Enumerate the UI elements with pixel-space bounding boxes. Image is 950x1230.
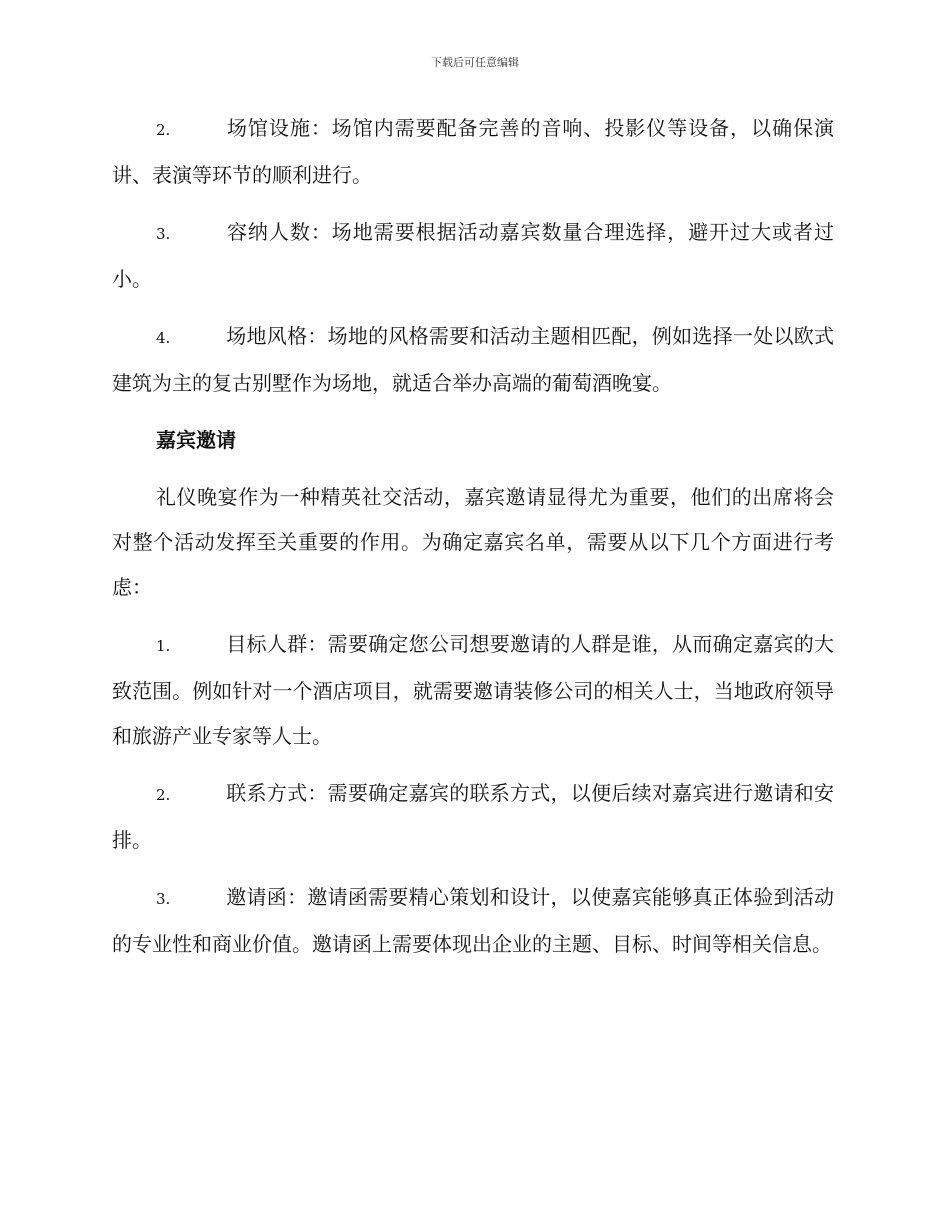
list-number: 4. bbox=[156, 329, 171, 347]
list-item bbox=[112, 622, 834, 759]
list-item bbox=[112, 771, 834, 863]
list-text: 容纳人数：场地需要根据活动嘉宾数量合理选择，避开过大或者过小。 bbox=[112, 220, 834, 291]
list-item bbox=[112, 314, 834, 406]
list-text: 联系方式：需要确定嘉宾的联系方式，以便后续对嘉宾进行邀请和安排。 bbox=[112, 781, 834, 852]
list-number: 2. bbox=[156, 121, 171, 139]
list-text: 目标人群：需要确定您公司想要邀请的人群是谁，从而确定嘉宾的大致范围。例如针对一个酒店项目，就需要邀请装修公司的相关人士，当地政府领导和旅游产业专家等人士。 bbox=[112, 632, 834, 748]
list-text: 邀请函：邀请函需要精心策划和设计，以使嘉宾能够真正体验到活动的专业性和商业价值。邀请函上需要体现出企业的主题、目标、时间等相关信息。 bbox=[112, 885, 834, 956]
list-number: 3. bbox=[156, 890, 171, 908]
list-number: 2. bbox=[156, 786, 171, 804]
list-number: 3. bbox=[156, 225, 171, 243]
list-text: 场馆设施：场馆内需要配备完善的音响、投影仪等设备，以确保演讲、表演等环节的顺利进行。 bbox=[112, 116, 834, 187]
section-intro: 礼仪晚宴作为一种精英社交活动，嘉宾邀请显得尤为重要，他们的出席将会对整个活动发挥至关重要的作用。为确定嘉宾名单，需要从以下几个方面进行考虑： bbox=[112, 485, 834, 599]
list-text: 场地风格：场地的风格需要和活动主题相匹配，例如选择一处以欧式建筑为主的复古别墅作为场地，就适合举办高端的葡萄酒晚宴。 bbox=[112, 324, 834, 395]
list-item bbox=[112, 106, 834, 198]
list-item bbox=[112, 875, 834, 967]
document-body bbox=[112, 106, 834, 979]
list-item bbox=[112, 210, 834, 302]
section-heading: 嘉宾邀请 bbox=[156, 428, 236, 452]
page-header: 下载后可任意编辑 bbox=[431, 56, 519, 69]
list-number: 1. bbox=[156, 637, 171, 655]
